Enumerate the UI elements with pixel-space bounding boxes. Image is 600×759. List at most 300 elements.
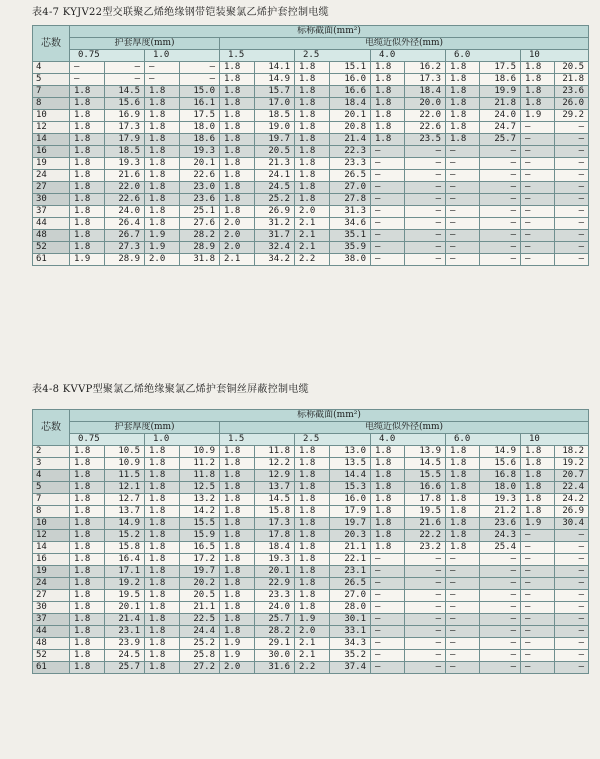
diameter-cell: 18.0 [180, 122, 220, 134]
diameter-cell: 14.5 [105, 86, 145, 98]
sheath-thickness-cell: 1.8 [220, 146, 255, 158]
sheath-thickness-cell: 1.8 [70, 578, 105, 590]
sheath-thickness-cell: 1.8 [70, 638, 105, 650]
sheath-thickness-cell: 1.8 [295, 602, 330, 614]
diameter-cell: 24.1 [255, 170, 295, 182]
diameter-cell: 11.5 [105, 470, 145, 482]
sheath-thickness-cell: 1.8 [521, 482, 555, 494]
table1-caption: 表4-7 KYJV22型交联聚乙烯绝缘钢带铠装聚氯乙烯护套控制电缆 [32, 7, 329, 18]
sheath-thickness-cell: 1.8 [145, 482, 180, 494]
sheath-thickness-cell: 1.8 [521, 506, 555, 518]
diameter-cell: 26.9 [255, 206, 295, 218]
diameter-cell: 21.6 [405, 518, 446, 530]
sheath-thickness-cell: 1.8 [521, 86, 555, 98]
diameter-cell: — [480, 206, 521, 218]
sheath-thickness-cell: 1.8 [295, 590, 330, 602]
sheath-thickness-cell: 1.8 [295, 182, 330, 194]
diameter-cell: 17.0 [255, 98, 295, 110]
diameter-cell: 13.7 [105, 506, 145, 518]
cores-cell: 4 [33, 470, 70, 482]
table-row [33, 566, 589, 578]
diameter-cell: 20.0 [405, 98, 446, 110]
diameter-cell: 22.5 [180, 614, 220, 626]
header-sheath-thickness: 护套厚度(mm) [70, 422, 220, 434]
diameter-cell: 14.5 [405, 458, 446, 470]
diameter-cell: 24.5 [255, 182, 295, 194]
diameter-cell: — [405, 590, 446, 602]
table-row [33, 578, 589, 590]
diameter-cell: 21.6 [105, 170, 145, 182]
diameter-cell: 15.8 [255, 506, 295, 518]
diameter-cell: 19.2 [105, 578, 145, 590]
sheath-thickness-cell: 1.8 [145, 530, 180, 542]
diameter-cell: 14.9 [480, 446, 521, 458]
diameter-cell: 20.8 [330, 122, 371, 134]
sheath-thickness-cell: 1.8 [295, 518, 330, 530]
sheath-thickness-cell: 2.0 [220, 242, 255, 254]
cores-cell: 24 [33, 578, 70, 590]
sheath-thickness-cell: — [371, 158, 405, 170]
diameter-cell: 20.1 [180, 158, 220, 170]
diameter-cell: 17.5 [480, 62, 521, 74]
diameter-cell: — [555, 638, 589, 650]
size-header-cell: 4.0 [371, 434, 446, 446]
row-group [33, 638, 589, 662]
diameter-cell: 18.5 [105, 146, 145, 158]
table-row [33, 542, 589, 554]
diameter-cell: 25.4 [480, 542, 521, 554]
diameter-cell: 34.3 [330, 638, 371, 650]
row-group [33, 134, 589, 158]
diameter-cell: — [405, 566, 446, 578]
sheath-thickness-cell: 1.8 [521, 494, 555, 506]
sheath-thickness-cell: 1.8 [145, 638, 180, 650]
diameter-cell: 25.7 [105, 662, 145, 674]
diameter-cell: 22.6 [180, 170, 220, 182]
sheath-thickness-cell: — [521, 626, 555, 638]
diameter-cell: — [480, 554, 521, 566]
sheath-thickness-cell: — [446, 158, 480, 170]
sheath-thickness-cell: — [371, 566, 405, 578]
diameter-cell: — [555, 206, 589, 218]
table-row [33, 614, 589, 626]
size-header-cell: 2.5 [295, 50, 371, 62]
diameter-cell: 16.8 [480, 470, 521, 482]
row-group [33, 662, 589, 674]
diameter-cell: 22.1 [330, 554, 371, 566]
sheath-thickness-cell: — [371, 578, 405, 590]
table-row [33, 98, 589, 110]
diameter-cell: 19.0 [255, 122, 295, 134]
table-row [33, 554, 589, 566]
sheath-thickness-cell: 1.8 [295, 86, 330, 98]
diameter-cell: 23.6 [180, 194, 220, 206]
sheath-thickness-cell: — [521, 638, 555, 650]
diameter-cell: 14.9 [105, 518, 145, 530]
diameter-cell: — [555, 170, 589, 182]
sheath-thickness-cell: 2.0 [220, 230, 255, 242]
diameter-cell: 24.4 [180, 626, 220, 638]
diameter-cell: 16.0 [330, 74, 371, 86]
diameter-cell: 25.7 [480, 134, 521, 146]
sheath-thickness-cell: 1.8 [446, 62, 480, 74]
table-row [33, 170, 589, 182]
sheath-thickness-cell: — [521, 590, 555, 602]
sheath-thickness-cell: 1.8 [446, 86, 480, 98]
sheath-thickness-cell: 1.8 [371, 62, 405, 74]
cable-spec-table-4-8 [32, 409, 589, 674]
diameter-cell: 15.2 [105, 530, 145, 542]
diameter-cell: 13.0 [330, 446, 371, 458]
diameter-cell: 20.5 [180, 590, 220, 602]
sheath-thickness-cell: 1.9 [145, 242, 180, 254]
table-row [33, 110, 589, 122]
sheath-thickness-cell: 2.0 [295, 206, 330, 218]
diameter-cell: 26.0 [555, 98, 589, 110]
diameter-cell: 13.9 [405, 446, 446, 458]
sheath-thickness-cell: 1.8 [295, 62, 330, 74]
cores-cell: 48 [33, 230, 70, 242]
sheath-thickness-cell: 1.8 [220, 554, 255, 566]
diameter-cell: 14.5 [255, 494, 295, 506]
sheath-thickness-cell: 1.8 [70, 494, 105, 506]
diameter-cell: 28.0 [330, 602, 371, 614]
row-group [33, 254, 589, 266]
sheath-thickness-cell: 1.8 [145, 590, 180, 602]
sheath-thickness-cell: 1.8 [371, 470, 405, 482]
diameter-cell: 18.4 [255, 542, 295, 554]
sheath-thickness-cell: 1.8 [145, 458, 180, 470]
sheath-thickness-cell: 1.8 [145, 122, 180, 134]
diameter-cell: 20.1 [105, 602, 145, 614]
sheath-thickness-cell: — [521, 566, 555, 578]
cores-cell: 48 [33, 638, 70, 650]
sheath-thickness-cell: — [446, 662, 480, 674]
cores-cell: 10 [33, 110, 70, 122]
diameter-cell: 17.1 [105, 566, 145, 578]
diameter-cell: 28.2 [180, 230, 220, 242]
table-row [33, 446, 589, 458]
diameter-cell: 16.4 [105, 554, 145, 566]
sheath-thickness-cell: 1.8 [446, 482, 480, 494]
table-row [33, 458, 589, 470]
sheath-thickness-cell: 1.8 [70, 626, 105, 638]
sheath-thickness-cell: 1.8 [446, 122, 480, 134]
diameter-cell: 19.3 [105, 158, 145, 170]
sheath-thickness-cell: — [371, 650, 405, 662]
diameter-cell: — [480, 566, 521, 578]
sheath-thickness-cell: 1.8 [446, 542, 480, 554]
sheath-thickness-cell: 1.8 [220, 590, 255, 602]
sheath-thickness-cell: 1.8 [521, 446, 555, 458]
sheath-thickness-cell: 1.8 [446, 530, 480, 542]
sheath-thickness-cell: 1.9 [295, 614, 330, 626]
diameter-cell: — [555, 554, 589, 566]
diameter-cell: 12.5 [180, 482, 220, 494]
diameter-cell: 25.8 [180, 650, 220, 662]
sheath-thickness-cell: 1.8 [446, 134, 480, 146]
row-group [33, 158, 589, 182]
cores-cell: 12 [33, 530, 70, 542]
diameter-cell: — [555, 230, 589, 242]
sheath-thickness-cell: — [70, 62, 105, 74]
sheath-thickness-cell: — [446, 590, 480, 602]
sheath-thickness-cell: 1.8 [371, 122, 405, 134]
diameter-cell: 19.7 [255, 134, 295, 146]
diameter-cell: 30.1 [330, 614, 371, 626]
header-approx-diameter: 电缆近似外径(mm) [220, 422, 589, 434]
diameter-cell: 11.2 [180, 458, 220, 470]
sheath-thickness-cell: 2.1 [295, 650, 330, 662]
sheath-thickness-cell: 1.8 [145, 134, 180, 146]
table-row [33, 626, 589, 638]
table-row [33, 530, 589, 542]
diameter-cell: 32.4 [255, 242, 295, 254]
sheath-thickness-cell: — [371, 206, 405, 218]
diameter-cell: — [555, 242, 589, 254]
sheath-thickness-cell: 1.8 [220, 518, 255, 530]
diameter-cell: 12.1 [105, 482, 145, 494]
sheath-thickness-cell: 1.8 [70, 662, 105, 674]
diameter-cell: — [405, 614, 446, 626]
diameter-cell: 31.8 [180, 254, 220, 266]
diameter-cell: 21.2 [480, 506, 521, 518]
row-group [33, 494, 589, 518]
sheath-thickness-cell: 1.8 [145, 518, 180, 530]
sheath-thickness-cell: 1.8 [145, 86, 180, 98]
sheath-thickness-cell: 1.8 [70, 602, 105, 614]
sheath-thickness-cell: — [446, 626, 480, 638]
header-nominal-section: 标称截面(mm²) [70, 26, 589, 38]
sheath-thickness-cell: 1.8 [220, 506, 255, 518]
diameter-cell: 17.2 [180, 554, 220, 566]
sheath-thickness-cell: 1.8 [70, 230, 105, 242]
sheath-thickness-cell: — [371, 194, 405, 206]
diameter-cell: — [405, 230, 446, 242]
diameter-cell: 19.7 [330, 518, 371, 530]
diameter-cell: — [480, 146, 521, 158]
diameter-cell: 19.2 [555, 458, 589, 470]
table-row [33, 662, 589, 674]
diameter-cell: 28.2 [255, 626, 295, 638]
sheath-thickness-cell: — [371, 146, 405, 158]
sheath-thickness-cell: — [521, 254, 555, 266]
sheath-thickness-cell: — [70, 74, 105, 86]
diameter-cell: 21.3 [255, 158, 295, 170]
sheath-thickness-cell: — [521, 218, 555, 230]
sheath-thickness-cell: 1.8 [70, 182, 105, 194]
table-row [33, 518, 589, 530]
sheath-thickness-cell: — [446, 242, 480, 254]
diameter-cell: 26.9 [555, 506, 589, 518]
diameter-cell: 38.0 [330, 254, 371, 266]
sheath-thickness-cell: 1.8 [220, 446, 255, 458]
diameter-cell: 11.8 [180, 470, 220, 482]
sheath-thickness-cell: 1.8 [70, 170, 105, 182]
sheath-thickness-cell: 1.8 [446, 446, 480, 458]
diameter-cell: 10.9 [105, 458, 145, 470]
table-row [33, 182, 589, 194]
sheath-thickness-cell: 1.8 [295, 458, 330, 470]
sheath-thickness-cell: 1.8 [295, 74, 330, 86]
row-group [33, 446, 589, 470]
diameter-cell: 22.0 [105, 182, 145, 194]
sheath-thickness-cell: 1.8 [220, 458, 255, 470]
table-row [33, 242, 589, 254]
diameter-cell: — [480, 662, 521, 674]
diameter-cell: 18.4 [405, 86, 446, 98]
diameter-cell: 23.3 [255, 590, 295, 602]
sheath-thickness-cell: 1.8 [70, 110, 105, 122]
sheath-thickness-cell: — [521, 170, 555, 182]
sheath-thickness-cell: 1.8 [295, 98, 330, 110]
diameter-cell: 16.5 [180, 542, 220, 554]
diameter-cell: — [405, 554, 446, 566]
diameter-cell: — [480, 602, 521, 614]
diameter-cell: — [105, 62, 145, 74]
sheath-thickness-cell: — [145, 62, 180, 74]
cores-cell: 44 [33, 218, 70, 230]
sheath-thickness-cell: — [371, 590, 405, 602]
sheath-thickness-cell: — [446, 218, 480, 230]
cores-cell: 10 [33, 518, 70, 530]
diameter-cell: — [105, 74, 145, 86]
row-group [33, 590, 589, 614]
row-group [33, 86, 589, 110]
sheath-thickness-cell: 1.9 [521, 110, 555, 122]
sheath-thickness-cell: 1.8 [70, 194, 105, 206]
sheath-thickness-cell: — [371, 230, 405, 242]
diameter-cell: 19.5 [105, 590, 145, 602]
row-group [33, 206, 589, 230]
row-group [33, 62, 589, 86]
diameter-cell: — [480, 578, 521, 590]
diameter-cell: 23.0 [180, 182, 220, 194]
diameter-cell: — [555, 626, 589, 638]
sheath-thickness-cell: 1.8 [145, 650, 180, 662]
sheath-thickness-cell: 1.8 [295, 506, 330, 518]
cores-cell: 19 [33, 566, 70, 578]
diameter-cell: 20.5 [555, 62, 589, 74]
cores-cell: 8 [33, 98, 70, 110]
diameter-cell: 31.3 [330, 206, 371, 218]
diameter-cell: 19.7 [180, 566, 220, 578]
diameter-cell: 22.9 [255, 578, 295, 590]
sheath-thickness-cell: — [371, 182, 405, 194]
sheath-thickness-cell: — [521, 650, 555, 662]
diameter-cell: 27.6 [180, 218, 220, 230]
diameter-cell: 22.6 [405, 122, 446, 134]
header-cores: 芯数 [33, 410, 70, 446]
sheath-thickness-cell: — [371, 242, 405, 254]
sheath-thickness-cell: 1.8 [220, 62, 255, 74]
sheath-thickness-cell: 1.8 [220, 578, 255, 590]
diameter-cell: 27.0 [330, 590, 371, 602]
sheath-thickness-cell: 1.8 [145, 470, 180, 482]
diameter-cell: — [555, 542, 589, 554]
header-sheath-thickness: 护套厚度(mm) [70, 38, 220, 50]
diameter-cell: 26.5 [330, 170, 371, 182]
diameter-cell: 35.9 [330, 242, 371, 254]
table-row [33, 158, 589, 170]
sheath-thickness-cell: 1.8 [70, 506, 105, 518]
diameter-cell: — [480, 182, 521, 194]
sheath-thickness-cell: 1.8 [145, 218, 180, 230]
diameter-cell: 13.7 [255, 482, 295, 494]
size-header-cell: 1.5 [220, 434, 295, 446]
sheath-thickness-cell: 1.8 [70, 206, 105, 218]
sheath-thickness-cell: 1.8 [145, 542, 180, 554]
sheath-thickness-cell: — [521, 158, 555, 170]
diameter-cell: 24.0 [480, 110, 521, 122]
diameter-cell: — [555, 614, 589, 626]
sheath-thickness-cell: — [521, 662, 555, 674]
diameter-cell: — [555, 662, 589, 674]
diameter-cell: 27.2 [180, 662, 220, 674]
sheath-thickness-cell: 1.8 [220, 74, 255, 86]
sheath-thickness-cell: 1.8 [220, 530, 255, 542]
sheath-thickness-cell: 1.8 [70, 242, 105, 254]
sheath-thickness-cell: — [521, 554, 555, 566]
sheath-thickness-cell: 1.8 [145, 170, 180, 182]
sheath-thickness-cell: 1.8 [371, 518, 405, 530]
diameter-cell: — [180, 74, 220, 86]
sheath-thickness-cell: — [446, 566, 480, 578]
diameter-cell: — [555, 650, 589, 662]
diameter-cell: 12.7 [105, 494, 145, 506]
diameter-cell: 37.4 [330, 662, 371, 674]
diameter-cell: — [480, 254, 521, 266]
diameter-cell: — [405, 662, 446, 674]
diameter-cell: 16.0 [330, 494, 371, 506]
sheath-thickness-cell: — [446, 638, 480, 650]
cores-cell: 5 [33, 74, 70, 86]
diameter-cell: — [555, 254, 589, 266]
sheath-thickness-cell: 1.8 [145, 578, 180, 590]
row-group [33, 110, 589, 134]
cores-cell: 37 [33, 206, 70, 218]
sheath-thickness-cell: 1.8 [220, 194, 255, 206]
cable-spec-table-4-7 [32, 25, 589, 266]
sheath-thickness-cell: 1.8 [295, 482, 330, 494]
diameter-cell: 28.9 [180, 242, 220, 254]
sheath-thickness-cell: — [371, 218, 405, 230]
sheath-thickness-cell: 1.8 [220, 542, 255, 554]
diameter-cell: 31.2 [255, 218, 295, 230]
sheath-thickness-cell: 1.8 [145, 554, 180, 566]
diameter-cell: 35.2 [330, 650, 371, 662]
diameter-cell: 11.8 [255, 446, 295, 458]
sheath-thickness-cell: 1.8 [521, 98, 555, 110]
cores-cell: 30 [33, 194, 70, 206]
diameter-cell: — [180, 62, 220, 74]
sheath-thickness-cell: 2.0 [220, 662, 255, 674]
sheath-thickness-cell: 1.8 [145, 206, 180, 218]
sheath-thickness-cell: 2.1 [295, 218, 330, 230]
sheath-thickness-cell: 1.8 [371, 110, 405, 122]
diameter-cell: — [480, 230, 521, 242]
sheath-thickness-cell: 1.8 [145, 146, 180, 158]
sheath-thickness-cell: 1.8 [220, 182, 255, 194]
sheath-thickness-cell: 2.0 [145, 254, 180, 266]
sheath-thickness-cell: — [371, 662, 405, 674]
diameter-cell: 24.2 [555, 494, 589, 506]
diameter-cell: 23.9 [105, 638, 145, 650]
sheath-thickness-cell: 1.8 [70, 98, 105, 110]
sheath-thickness-cell: 1.8 [70, 470, 105, 482]
diameter-cell: 17.8 [255, 530, 295, 542]
cores-cell: 14 [33, 134, 70, 146]
